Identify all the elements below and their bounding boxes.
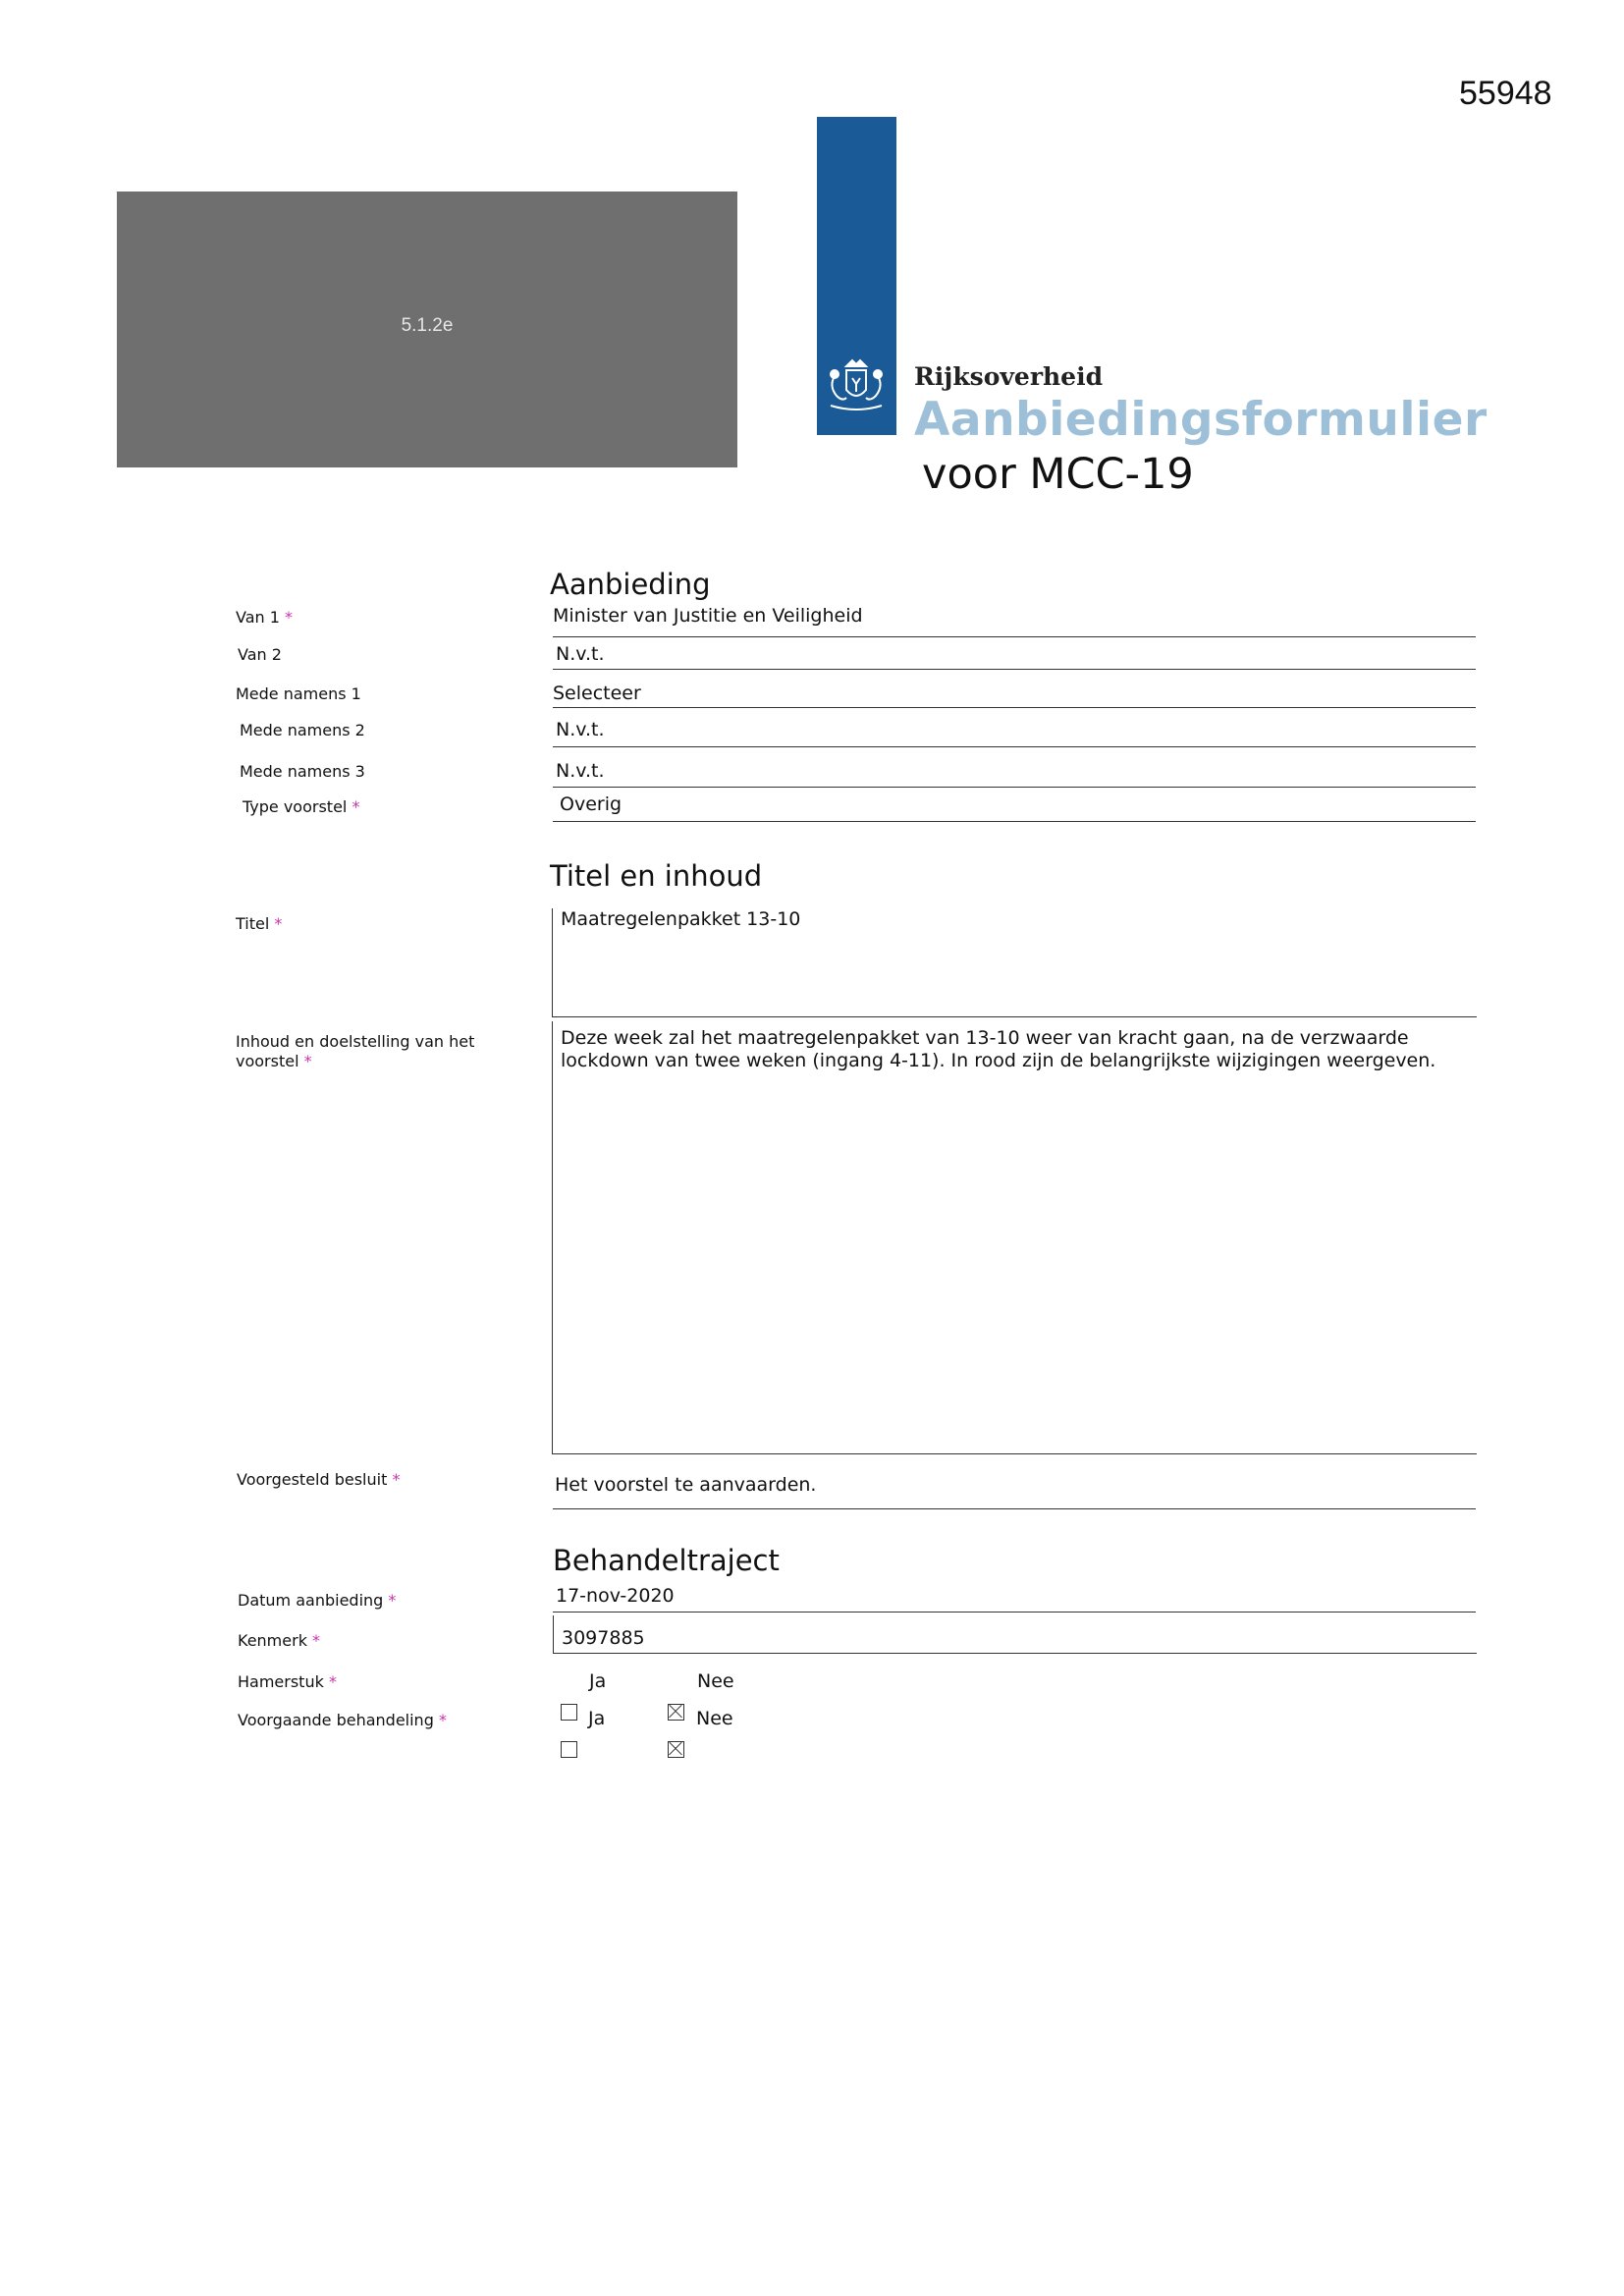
- besluit-underline: [553, 1508, 1476, 1509]
- hamerstuk-ja-checkbox[interactable]: [561, 1704, 577, 1721]
- van1-label: Van 1 *: [236, 608, 294, 627]
- voorgaande-ja-checkbox[interactable]: [561, 1741, 577, 1758]
- besluit-value[interactable]: Het voorstel te aanvaarden.: [555, 1474, 817, 1496]
- kenmerk-label: Kenmerk *: [238, 1631, 321, 1650]
- type-label: Type voorstel *: [243, 797, 360, 816]
- van2-value[interactable]: N.v.t.: [556, 643, 605, 665]
- kenmerk-value: 3097885: [562, 1627, 645, 1649]
- kenmerk-field[interactable]: [553, 1615, 1477, 1654]
- voorgaande-label: Voorgaande behandeling *: [238, 1711, 447, 1729]
- crest-icon: [823, 356, 890, 415]
- type-value[interactable]: Overig: [560, 793, 623, 815]
- voorgaande-nee-option: Nee: [696, 1708, 733, 1729]
- datum-underline: [553, 1612, 1476, 1613]
- mede2-underline: [553, 746, 1476, 747]
- inhoud-value: Deze week zal het maatregelenpakket van 13-10 weer van kracht gaan, na de verzwaarde lockdown van twee weken (ingang 4-11). In rood zijn de belangrijkste wijzigingen weergeven.: [561, 1027, 1436, 1071]
- mede1-underline: [553, 707, 1476, 708]
- van1-underline: [553, 636, 1476, 637]
- inhoud-textarea[interactable]: [552, 1021, 1477, 1454]
- mede3-label: Mede namens 3: [240, 762, 365, 781]
- rijksoverheid-logo-band: [817, 117, 896, 435]
- van2-label: Van 2: [238, 645, 282, 664]
- titel-label: Titel *: [236, 914, 283, 933]
- redaction-code: 5.1.2e: [401, 315, 454, 336]
- mede1-label: Mede namens 1: [236, 684, 361, 703]
- form-subtitle: voor MCC-19: [922, 450, 1194, 499]
- type-underline: [553, 821, 1476, 822]
- voorgaande-nee-checkbox[interactable]: [668, 1741, 684, 1758]
- titel-textarea[interactable]: [552, 908, 1477, 1017]
- datum-value[interactable]: 17-nov-2020: [556, 1585, 675, 1607]
- hamerstuk-ja-option: Ja: [589, 1670, 607, 1692]
- van1-value[interactable]: Minister van Justitie en Veiligheid: [553, 605, 863, 627]
- hamerstuk-nee-checkbox[interactable]: [668, 1704, 684, 1721]
- hamerstuk-nee-option: Nee: [697, 1670, 734, 1692]
- mede3-underline: [553, 787, 1476, 788]
- section-titel-inhoud: Titel en inhoud: [550, 859, 763, 893]
- datum-label: Datum aanbieding *: [238, 1591, 397, 1610]
- section-aanbieding: Aanbieding: [550, 568, 711, 601]
- titel-value: Maatregelenpakket 13-10: [561, 908, 801, 930]
- voorgaande-ja-option: Ja: [588, 1708, 606, 1729]
- hamerstuk-label: Hamerstuk *: [238, 1672, 337, 1691]
- redacted-block: [117, 191, 737, 467]
- mede2-value[interactable]: N.v.t.: [556, 719, 605, 740]
- mede2-label: Mede namens 2: [240, 721, 365, 739]
- org-name: Rijksoverheid: [914, 362, 1104, 391]
- mede3-value[interactable]: N.v.t.: [556, 760, 605, 782]
- van2-underline: [553, 669, 1476, 670]
- section-behandeltraject: Behandeltraject: [553, 1544, 780, 1577]
- document-number: 55948: [1459, 75, 1552, 112]
- inhoud-label: Inhoud en doelstelling van het voorstel *: [236, 1032, 475, 1070]
- mede1-value[interactable]: Selecteer: [553, 683, 641, 704]
- besluit-label: Voorgesteld besluit *: [237, 1470, 401, 1489]
- form-title: Aanbiedingsformulier: [914, 393, 1488, 447]
